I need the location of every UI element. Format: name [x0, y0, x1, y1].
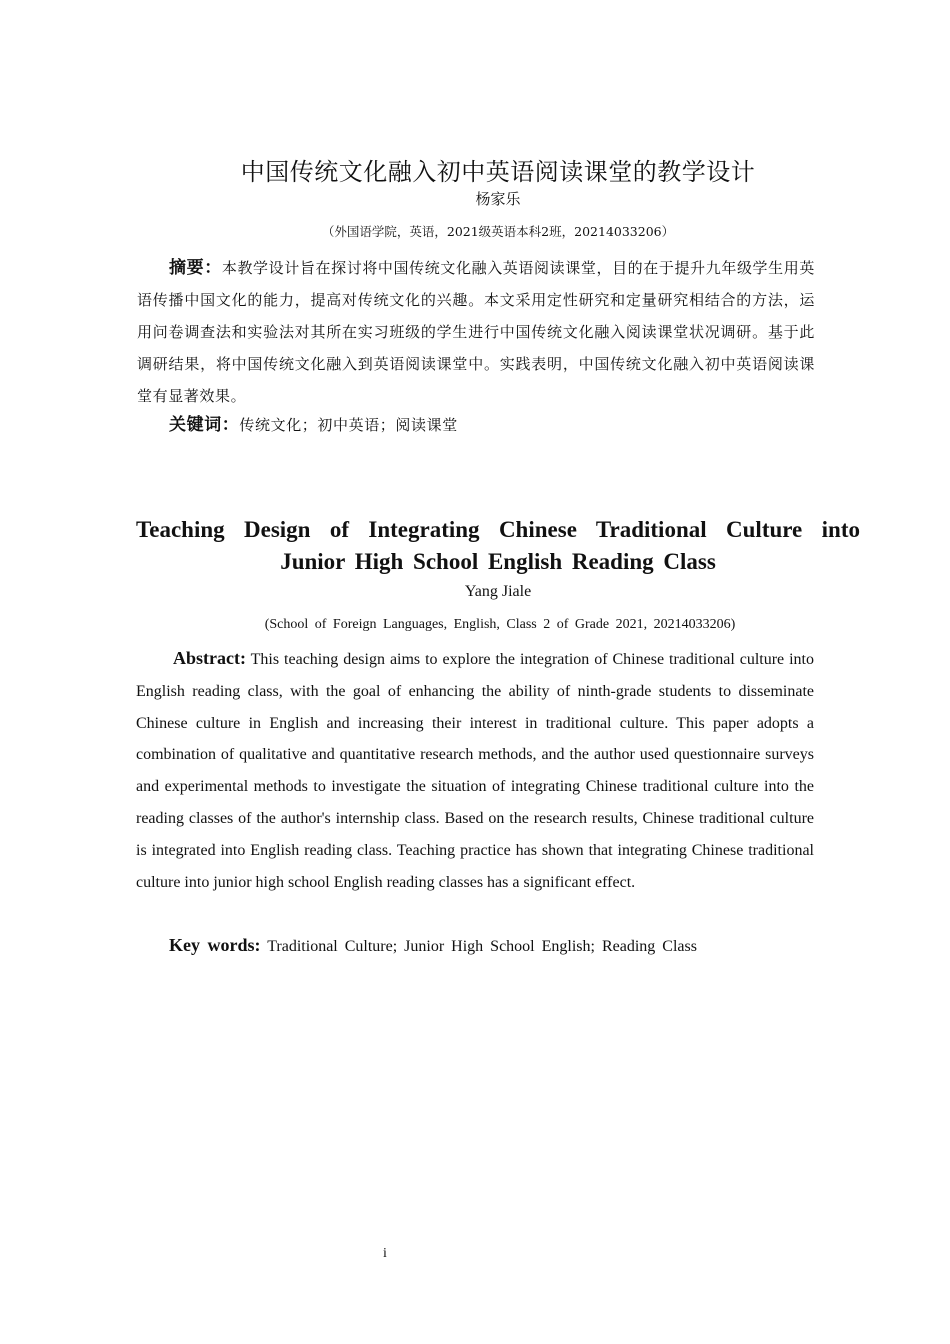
chinese-keywords [169, 409, 815, 441]
english-abstract-label: Abstract: [173, 648, 246, 668]
english-abstract-text: This teaching design aims to explore the integration of Chinese traditional culture into English reading class, with the goal of enhancing the ability of ninth-grade students to disseminate Chinese culture in English and increasing their interest in traditional culture. This paper adopts a combination of qualitative and quantitative research methods, and the author used questionnaire surveys and experimental methods to investigate the situation of integrating Chinese traditional culture into the reading classes of the author's internship class. Based on the research results, Chinese traditional culture is integrated into English reading class. Teaching practice has shown that integrating Chinese traditional culture into junior high school English reading classes has a significant effect. [136, 651, 814, 891]
english-abstract [136, 643, 814, 898]
chinese-keywords-text: 传统文化；初中英语；阅读课堂 [239, 416, 458, 434]
english-keywords [169, 930, 815, 962]
chinese-abstract-text: 本教学设计旨在探讨将中国传统文化融入英语阅读课堂，目的在于提升九年级学生用英语传播中国文化的能力，提高对传统文化的兴趣。本文采用定性研究和定量研究相结合的方法，运用问卷调查法和实验法对其所在实习班级的学生进行中国传统文化融入阅读课堂状况调研。基于此调研结果，将中国传统文化融入到英语阅读课堂中。实践表明，中国传统文化融入初中英语阅读课堂有显著效果。 [137, 259, 815, 405]
chinese-abstract [137, 252, 815, 412]
page-number: i [383, 1246, 387, 1261]
chinese-abstract-label: 摘要： [169, 258, 222, 278]
chinese-author: 杨家乐 [475, 190, 521, 208]
english-keywords-text: Traditional Culture; Junior High School English; Reading Class [267, 938, 697, 955]
english-keywords-label: Key words: [169, 935, 261, 955]
chinese-title: 中国传统文化融入初中英语阅读课堂的教学设计 [240, 158, 756, 186]
english-author: Yang Jiale [464, 583, 532, 600]
english-title: Teaching Design of Integrating Chinese Traditional Culture into Junior High School English Reading Class [136, 517, 860, 574]
chinese-affiliation: （外国语学院，英语，2021级英语本科2班，20214033206） [321, 224, 675, 239]
chinese-keywords-label: 关键词： [169, 415, 240, 435]
english-affiliation: (School of Foreign Languages, English, Class 2 of Grade 2021, 20214033206) [264, 617, 736, 632]
